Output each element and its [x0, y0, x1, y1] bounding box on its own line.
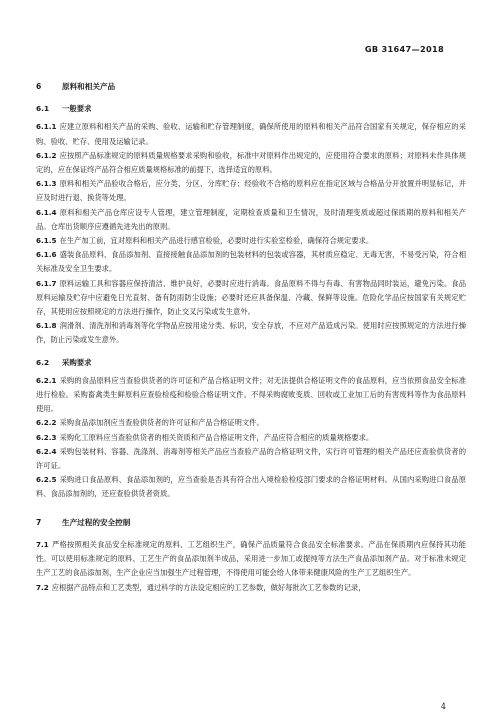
section-title: 生产过程的安全控制 — [62, 517, 131, 527]
section-number: 6.1 — [36, 104, 50, 114]
clause-7-2 — [36, 581, 466, 595]
clause-number: 6.2.1 — [36, 375, 57, 385]
section-title: 一般要求 — [62, 104, 92, 114]
section-6-heading — [36, 80, 466, 94]
clause-text: 采购化工原料应当查验供货者的相关资质和产品合格证明文件，产品应符合相应的质量规格要求。 — [59, 432, 374, 442]
clause-text: 盛装食品原料、食品添加剂、直接接触食品添加剂的包装材料的包装或容器，其材质应稳定、无毒无害，不易受污染，符合相关标准及安全卫生要求。 — [36, 250, 466, 274]
clause-number: 6.1.7 — [36, 278, 57, 288]
clause-6-1-3 — [36, 177, 466, 205]
clause-number: 6.1.5 — [36, 236, 57, 246]
clause-text: 采购包装材料、容器、洗涤剂、消毒剂等相关产品应当查验产品的合格证明文件，实行许可管理的相关产品还应查验供货者的许可证。 — [36, 446, 466, 471]
clause-text: 应按照产品标准规定的原料质量规格要求采购和验收，标准中对原料作出规定的，应使用符合要求的原料；对原料未作具体规定的，应在保证终产品符合相应质量规格标准的前提下，选择适宜的原料。 — [36, 150, 466, 175]
clause-6-2-4 — [36, 445, 466, 473]
clause-number: 6.1.1 — [36, 122, 57, 132]
section-number: 6.2 — [36, 357, 50, 367]
section-number: 7 — [36, 517, 42, 527]
section-gap — [36, 502, 466, 516]
clause-text: 原料运输工具和容器应保持清洁、维护良好，必要时应进行消毒。食品原料不得与有毒、有害物品同时装运，避免污染。食品原料运输及贮存中应避免日光直射、备有防雨防尘设施；必要时还应具备保温、冷藏、保鲜等设施。危险化学品应按国家有关规定贮存，其使用应按照规定的方法进行操作，防止交叉污染或发生意外。 — [36, 278, 466, 317]
clause-number: 7.1 — [36, 539, 49, 549]
clause-text: 原料和相关产品验收合格后，应分类、分区、分库贮存；经验收不合格的原料应在指定区域与合格品分开放置并明显标记，并应及时进行退、换货等处理。 — [36, 179, 466, 203]
clause-6-1-4 — [36, 206, 466, 234]
section-title: 采购要求 — [62, 357, 92, 367]
section-number: 6 — [36, 82, 42, 91]
clause-number: 6.1.4 — [36, 207, 57, 217]
section-7-heading — [36, 516, 466, 530]
clause-text: 采购的食品原料应当查验供货者的许可证和产品合格证明文件；对无法提供合格证明文件的食品原料，应当依照食品安全标准进行检验。采购畜禽类生鲜原料应查验检疫和检验合格证明文件。不得采购腐败变质、回收或工业加工后的有害废料等作为食品原料使用。 — [36, 375, 466, 414]
section-6-1-heading — [36, 102, 466, 116]
clause-6-1-7 — [36, 277, 466, 320]
clause-number: 6.1.8 — [36, 321, 57, 331]
clause-text: 润滑剂、清洗剂和消毒剂等化学物品应按用途分类、标识，安全存放，不应对产品造成污染。使用时应按照规定的方法进行操作，防止污染或发生意外。 — [36, 321, 466, 345]
clause-6-2-3 — [36, 431, 466, 445]
clause-6-1-8 — [36, 319, 466, 347]
clause-number: 6.2.4 — [36, 446, 57, 456]
clause-number: 6.2.5 — [36, 475, 57, 485]
clause-6-1-5 — [36, 234, 466, 248]
clause-text: 在生产加工前，宜对原料和相关产品进行感官检验，必要时进行实验室检验，确保符合规定要求。 — [59, 236, 374, 246]
clause-number: 6.1.3 — [36, 179, 57, 189]
clause-7-1 — [36, 538, 466, 581]
clause-6-1-1 — [36, 120, 466, 148]
standard-number: GB 31647—2018 — [364, 44, 444, 54]
clause-6-2-2 — [36, 416, 466, 430]
clause-6-1-6 — [36, 248, 466, 276]
section-title: 原料和相关产品 — [62, 82, 116, 91]
clause-text: 采购食品添加剂应当查验供货者的许可证和产品合格证明文件。 — [59, 418, 264, 428]
clause-number: 6.2.3 — [36, 432, 57, 442]
clause-text: 严格按照相关食品安全标准规定的原料、工艺组织生产，确保产品质量符合食品安全标准要求。产品在保质期内应保持其功能性。可以使用标准规定的原料、工艺生产的食品添加剂半成品，采用进一步加工或提纯等方法生产食品添加剂产品。对于标准未规定生产工艺的食品添加剂，生产企业应当加强生产过程管理，不得使用可能会给人体带来健康风险的生产工艺组织生产。 — [36, 539, 466, 578]
section-6-2-heading — [36, 356, 466, 370]
page-number: 4 — [440, 702, 446, 711]
clause-number: 6.2.2 — [36, 418, 57, 428]
clause-6-2-5 — [36, 473, 466, 501]
clause-number: 7.2 — [36, 582, 49, 592]
clause-text: 应建立原料和相关产品的采购、验收、运输和贮存管理制度，确保所使用的原料和相关产品符合国家有关规定，保存相应的采购、验收、贮存、使用及运输记录。 — [36, 122, 466, 146]
clause-text: 原料和相关产品仓库应设专人管理，建立管理制度，定期检查质量和卫生情况，及时清理变质或超过保质期的原料和相关产品。仓库出货顺序应遵循先进先出的原则。 — [36, 207, 466, 231]
clause-text: 应根据产品特点和工艺类型，通过科学的方法设定相应的工艺参数，做好每批次工艺参数的记录， — [51, 582, 366, 592]
clause-number: 6.1.2 — [36, 150, 57, 160]
clause-6-2-1 — [36, 374, 466, 417]
clause-6-1-2 — [36, 149, 466, 177]
clause-text: 采购进口食品原料、食品添加剂的，应当查验是否具有符合出入境检验检疫部门要求的合格证明材料。从国内采购进口食品原料、食品添加剂的，还应查验供货者资质。 — [36, 475, 466, 499]
clause-number: 6.1.6 — [36, 250, 57, 260]
document-body — [36, 80, 466, 595]
